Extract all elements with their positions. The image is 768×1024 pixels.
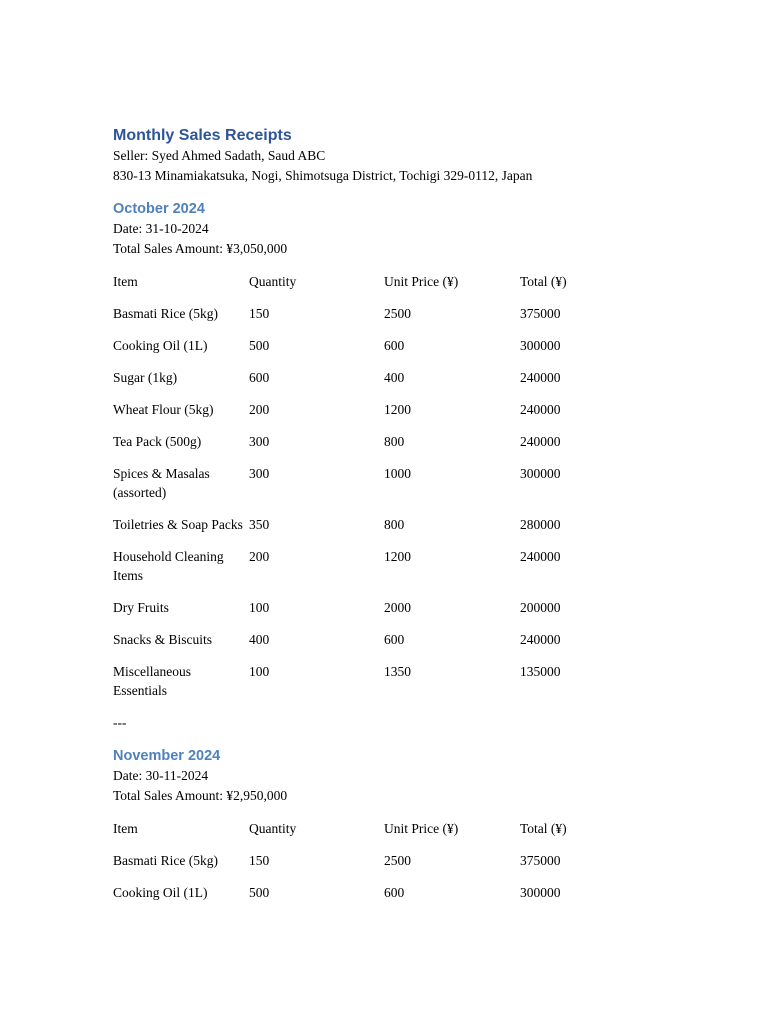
table-row (113, 400, 653, 432)
table-row (113, 547, 653, 598)
november-total: Total Sales Amount: ¥2,950,000 (113, 788, 288, 803)
total-cell: 200000 (520, 600, 561, 615)
table-row (113, 368, 653, 400)
quantity-cell: 300 (249, 434, 270, 449)
total-cell: 240000 (520, 632, 561, 647)
item-cell: Tea Pack (500g) (113, 434, 202, 449)
unit-price-cell: 2500 (384, 853, 411, 868)
october-table (113, 272, 653, 713)
november-table (113, 819, 653, 915)
item-cell: Miscellaneous Essentials (113, 664, 191, 698)
total-cell: 300000 (520, 338, 561, 353)
total-cell: 300000 (520, 885, 561, 900)
column-header-item: Item (113, 274, 138, 289)
november-heading: November 2024 (113, 748, 221, 764)
unit-price-cell: 1350 (384, 664, 411, 679)
october-date: Date: 31-10-2024 (113, 221, 209, 236)
november-date: Date: 30-11-2024 (113, 768, 209, 783)
quantity-cell: 600 (249, 370, 270, 385)
quantity-cell: 350 (249, 517, 270, 532)
item-cell: Basmati Rice (5kg) (113, 306, 218, 321)
total-cell: 375000 (520, 853, 561, 868)
item-cell: Cooking Oil (1L) (113, 338, 208, 353)
total-cell: 240000 (520, 549, 561, 564)
unit-price-cell: 1000 (384, 466, 411, 481)
total-cell: 240000 (520, 434, 561, 449)
unit-price-cell: 400 (384, 370, 405, 385)
quantity-cell: 500 (249, 885, 270, 900)
unit-price-cell: 1200 (384, 549, 411, 564)
october-total: Total Sales Amount: ¥3,050,000 (113, 241, 288, 256)
quantity-cell: 200 (249, 549, 270, 564)
column-header-quantity: Quantity (249, 274, 297, 289)
quantity-cell: 150 (249, 853, 270, 868)
total-cell: 240000 (520, 370, 561, 385)
item-cell: Household Cleaning Items (113, 549, 224, 583)
unit-price-cell: 2000 (384, 600, 411, 615)
table-row (113, 883, 653, 915)
quantity-cell: 500 (249, 338, 270, 353)
item-cell: Spices & Masalas (assorted) (113, 466, 210, 500)
item-cell: Snacks & Biscuits (113, 632, 213, 647)
table-row (113, 851, 653, 883)
document-page (113, 126, 673, 915)
document-title: Monthly Sales Receipts (113, 127, 292, 144)
quantity-cell: 100 (249, 600, 270, 615)
unit-price-cell: 2500 (384, 306, 411, 321)
unit-price-cell: 600 (384, 632, 405, 647)
table-row (113, 662, 653, 713)
quantity-cell: 200 (249, 402, 270, 417)
unit-price-cell: 800 (384, 517, 405, 532)
total-cell: 240000 (520, 402, 561, 417)
item-cell: Basmati Rice (5kg) (113, 853, 218, 868)
column-header-total: Total (¥) (520, 821, 567, 836)
section-separator: --- (113, 715, 127, 730)
october-section (113, 199, 673, 713)
table-header-row (113, 819, 653, 851)
item-cell: Sugar (1kg) (113, 370, 178, 385)
column-header-item: Item (113, 821, 138, 836)
address-line: 830-13 Minamiakatsuka, Nogi, Shimotsuga District, Tochigi 329-0112, Japan (113, 168, 533, 183)
table-row (113, 432, 653, 464)
quantity-cell: 400 (249, 632, 270, 647)
seller-line: Seller: Syed Ahmed Sadath, Saud ABC (113, 148, 326, 163)
unit-price-cell: 600 (384, 885, 405, 900)
quantity-cell: 150 (249, 306, 270, 321)
october-heading: October 2024 (113, 201, 205, 217)
quantity-cell: 300 (249, 466, 270, 481)
item-cell: Toiletries & Soap Packs (113, 517, 243, 532)
table-row (113, 336, 653, 368)
column-header-unit-price: Unit Price (¥) (384, 821, 459, 836)
column-header-unit-price: Unit Price (¥) (384, 274, 459, 289)
total-cell: 135000 (520, 664, 561, 679)
november-section (113, 746, 673, 915)
table-header-row (113, 272, 653, 304)
total-cell: 280000 (520, 517, 561, 532)
column-header-quantity: Quantity (249, 821, 297, 836)
item-cell: Cooking Oil (1L) (113, 885, 208, 900)
table-row (113, 515, 653, 547)
table-row (113, 598, 653, 630)
table-row (113, 464, 653, 515)
quantity-cell: 100 (249, 664, 270, 679)
column-header-total: Total (¥) (520, 274, 567, 289)
total-cell: 300000 (520, 466, 561, 481)
unit-price-cell: 800 (384, 434, 405, 449)
total-cell: 375000 (520, 306, 561, 321)
table-row (113, 630, 653, 662)
item-cell: Dry Fruits (113, 600, 169, 615)
unit-price-cell: 1200 (384, 402, 411, 417)
unit-price-cell: 600 (384, 338, 405, 353)
item-cell: Wheat Flour (5kg) (113, 402, 214, 417)
table-row (113, 304, 653, 336)
